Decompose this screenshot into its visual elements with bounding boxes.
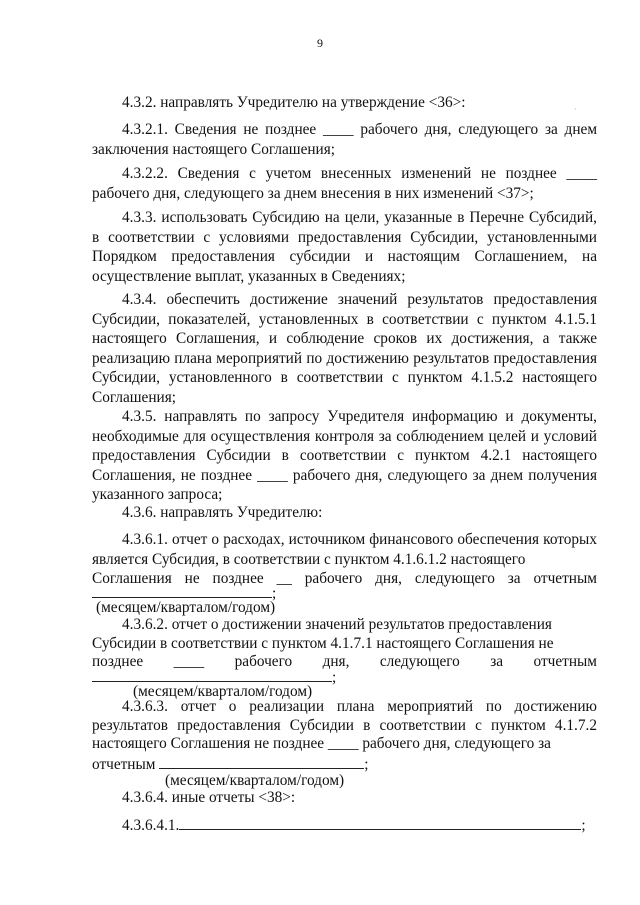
word: за xyxy=(507,570,521,587)
para-4-3-6-1-line1: 4.3.6.1. отчет о расходах, источником финансового обеспечения которых является Субсидия, в соответствии с пунктом 4.1.6.1.2 настоящего xyxy=(92,531,597,568)
scan-speck: · xyxy=(574,105,577,114)
word: следующего xyxy=(379,653,460,670)
para-4-3-6: 4.3.6. направлять Учредителю: xyxy=(122,504,323,521)
word: рабочего xyxy=(234,653,293,670)
period-note: (месяцем/кварталом/годом) xyxy=(165,772,345,789)
semicolon: ; xyxy=(272,585,277,602)
para-4-3-6-4-1 xyxy=(122,815,586,836)
word: позднее xyxy=(212,570,264,587)
period-note: (месяцем/кварталом/годом) xyxy=(133,683,313,700)
semicolon: ; xyxy=(332,669,337,686)
word: позднее xyxy=(92,653,144,670)
word: ____ xyxy=(173,653,205,670)
word: отчетным xyxy=(92,756,156,773)
para-4-3-5: 4.3.5. направлять по запросу Учредителя информацию и документы, необходимые для осуществления контроля за соблюдением целей и условий предоставления Субсидии в соответствии с пунктом 4.2.1 настоящего Соглашения, не позднее ____ рабочего дня, следующего за днем получения указанного запроса; xyxy=(92,408,597,503)
fill-blank xyxy=(92,667,332,682)
word: отчетным xyxy=(533,653,597,670)
para-4-3-4: 4.3.4. обеспечить достижение значений результатов предоставления Субсидии, показателей, установленных в соответствии с пунктом 4.1.5.1 настоящего Соглашения, и соблюдение сроков их достижения, а также реализацию плана мероприятий по достижению результатов предоставления Субсидии, установленного в соответствии с пунктом 4.1.5.2 настоящего Соглашения; xyxy=(92,291,597,406)
fill-blank xyxy=(179,815,581,830)
semicolon: ; xyxy=(581,817,586,834)
period-note: (месяцем/кварталом/годом) xyxy=(96,599,276,616)
word: не xyxy=(184,570,200,587)
para-4-3-2: 4.3.2. направлять Учредителю на утверждение <36>: xyxy=(122,94,466,111)
fill-blank xyxy=(159,754,364,769)
item-label: 4.3.6.4.1. xyxy=(122,817,180,834)
word: дня, xyxy=(322,653,350,670)
word: за xyxy=(490,653,504,670)
para-4-3-2-1: 4.3.2.1. Сведения не позднее ____ рабочего дня, следующего за днем заключения настоящего Соглашения; xyxy=(92,121,597,158)
para-4-3-6-4: 4.3.6.4. иные отчеты <38>: xyxy=(122,789,296,806)
word: следующего xyxy=(414,570,495,587)
para-4-3-6-2-line2: Субсидии в соответствии с пунктом 4.1.7.1 настоящего Соглашения не xyxy=(92,635,554,652)
page-number: 9 xyxy=(317,36,323,50)
para-4-3-2-2: 4.3.2.2. Сведения с учетом внесенных изменений не позднее ____ рабочего дня, следующего за днем внесения в них изменений <37>; xyxy=(92,165,597,202)
para-4-3-6-2-line1: 4.3.6.2. отчет о достижении значений результатов предоставления xyxy=(122,616,552,633)
word: Соглашения xyxy=(92,570,172,587)
word: рабочего xyxy=(304,570,363,587)
word: дня, xyxy=(375,570,402,587)
semicolon: ; xyxy=(364,756,369,773)
word: __ xyxy=(276,570,292,587)
word: отчетным xyxy=(533,570,597,587)
para-4-3-3: 4.3.3. использовать Субсидию на цели, указанные в Перечне Субсидий, в соответствии с условиями предоставления Субсидии, установленными Порядком предоставления субсидии и настоящим Соглашением, на осуществление выплат, указанных в Сведениях; xyxy=(92,209,597,285)
fill-blank xyxy=(92,583,272,598)
para-4-3-6-3: 4.3.6.3. отчет о реализации плана мероприятий по достижению результатов предоставления Субсидии в соответствии с пунктом 4.1.7.2 настоящего Соглашения не позднее ____ рабочего дня, следующего за xyxy=(92,698,597,752)
